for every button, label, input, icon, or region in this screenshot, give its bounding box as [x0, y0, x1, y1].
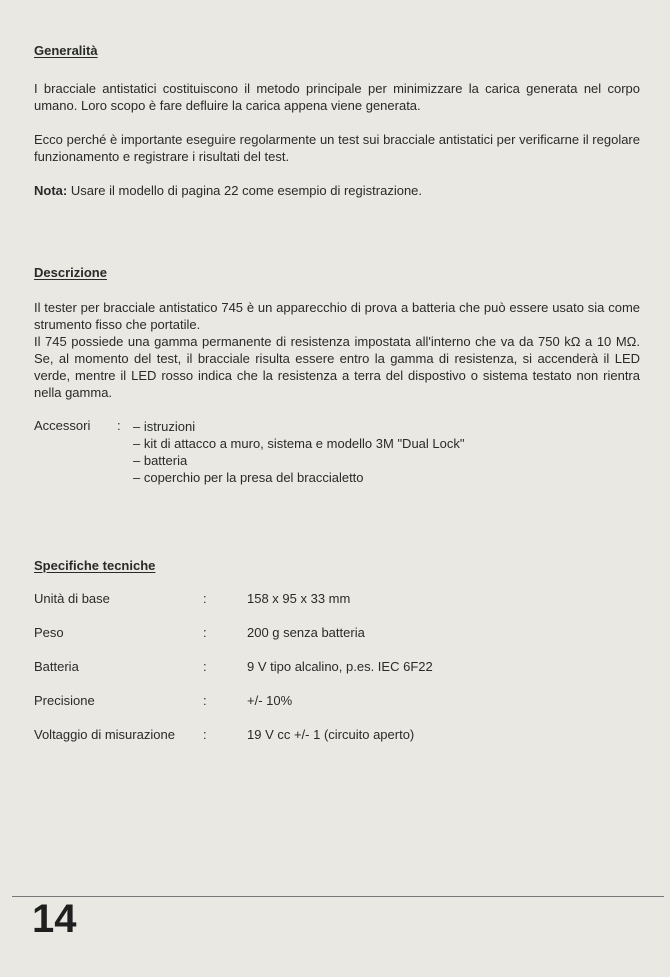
spec-colon: : [203, 693, 207, 708]
spec-label: Peso [34, 625, 64, 640]
list-item: – coperchio per la presa del braccialetto [133, 470, 364, 485]
spec-row [0, 659, 670, 677]
spec-label: Voltaggio di misurazione [34, 727, 175, 742]
list-item: – istruzioni [133, 419, 196, 434]
list-item: – kit di attacco a muro, sistema e modello 3M "Dual Lock" [133, 436, 465, 451]
spec-value: 158 x 95 x 33 mm [247, 591, 351, 606]
spec-colon: : [203, 659, 207, 674]
nota-label: Nota: [34, 183, 68, 198]
nota-text: Usare il modello di pagina 22 come esempio di registrazione. [67, 183, 423, 198]
footer-divider [12, 896, 664, 897]
section-heading-generalita: Generalità [34, 43, 98, 58]
spec-row [0, 591, 670, 609]
generalita-paragraph-2: Ecco perché è importante eseguire regolarmente un test sui bracciale antistatici per verificarne il regolare funzionamento e registrare i risultati del test. [34, 132, 640, 164]
spec-row [0, 625, 670, 643]
generalita-paragraph-1: I bracciale antistatici costituiscono il metodo principale per minimizzare la carica generata nel corpo umano. Loro scopo è fare defluire la carica appena viene generata. [34, 81, 640, 113]
spec-value: 9 V tipo alcalino, p.es. IEC 6F22 [247, 659, 433, 674]
list-item: – batteria [133, 453, 188, 468]
spec-label: Precisione [34, 693, 95, 708]
accessori-label: Accessori [34, 418, 91, 433]
spec-label: Unità di base [34, 591, 110, 606]
accessori-colon: : [117, 418, 121, 433]
spec-value: 200 g senza batteria [247, 625, 365, 640]
section-heading-specifiche: Specifiche tecniche [34, 558, 156, 573]
spec-value: +/- 10% [247, 693, 293, 708]
section-heading-descrizione: Descrizione [34, 265, 107, 280]
spec-row [0, 693, 670, 711]
spec-row [0, 727, 670, 745]
accessori-list [133, 418, 464, 486]
page-number: 14 [32, 897, 77, 941]
spec-colon: : [203, 625, 207, 640]
spec-colon: : [203, 591, 207, 606]
spec-colon: : [203, 727, 207, 742]
nota-paragraph [34, 182, 640, 199]
descrizione-paragraph-1: Il tester per bracciale antistatico 745 è un apparecchio di prova a batteria che può essere usato sia come strumento fisso che portatile. [34, 300, 640, 332]
spec-label: Batteria [34, 659, 79, 674]
descrizione-paragraph-2: Il 745 possiede una gamma permanente di resistenza impostata all'interno che va da 750 kΩ a 10 MΩ. Se, al momento del test, il bracciale risulta essere entro la gamma di resistenza, si accenderà il LED verde, mentre il LED rosso indica che la resistenza a terra del dispostivo o sistema testato non rientra nella gamma. [34, 334, 640, 400]
spec-value: 19 V cc +/- 1 (circuito aperto) [247, 727, 415, 742]
